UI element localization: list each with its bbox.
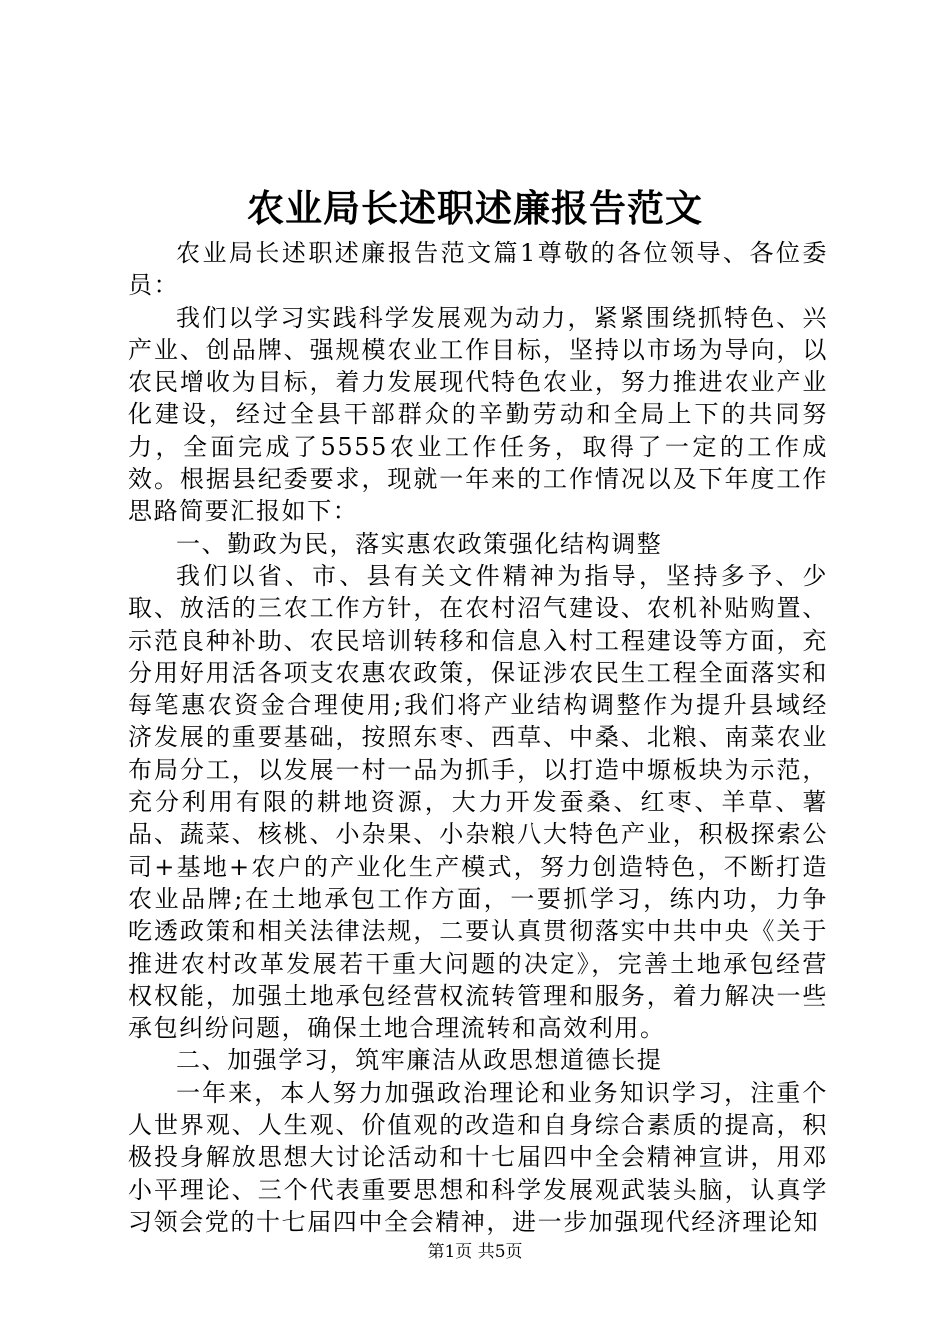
paragraph-section-2: 一年来，本人努力加强政治理论和业务知识学习，注重个人世界观、人生观、价值观的改造和自身综合素质的提高，积极投身解放思想大讨论活动和十七届四中全会精神宣讲，用邓小平理论、三个代表重要思想和科学发展观武装头脑，认真学习领会党的十七届四中全会精神，进一步加强现代经济理论知 [128,1078,828,1236]
document-body [128,237,828,1238]
document-title: 农业局长述职述廉报告范文 [247,186,703,230]
page-number-footer: 第1页 共5页 [427,1242,523,1262]
paragraph-section-1: 我们以省、市、县有关文件精神为指导，坚持多予、少取、放活的三农工作方针，在农村沼气建设、农机补贴购置、示范良种补助、农民培训转移和信息入村工程建设等方面，充分用好用活各项支农惠农政策，保证涉农民生工程全面落实和每笔惠农资金合理使用;我们将产业结构调整作为提升县域经济发展的重要基础，按照东枣、西草、中桑、北粮、南菜农业布局分工，以发展一村一品为抓手，以打造中塬板块为示范，充分利用有限的耕地资源，大力开发蚕桑、红枣、羊草、薯品、蔬菜、核桃、小杂果、小杂粮八大特色产业，积极探索公司+基地+农户的产业化生产模式，努力创造特色，不断打造农业品牌;在土地承包工作方面，一要抓学习，练内功，力争吃透政策和相关法律法规，二要认真贯彻落实中共中央《关于推进农村改革发展若干重大问题的决定》，完善土地承包经营权权能，加强土地承包经营权流转管理和服务，着力解决一些承包纠纷问题，确保土地合理流转和高效利用。 [128,561,828,1043]
section-heading-1: 一、勤政为民，落实惠农政策强化结构调整 [176,529,663,558]
section-heading-2: 二、加强学习，筑牢廉洁从政思想道德长提 [176,1046,663,1075]
paragraph-salutation: 农业局长述职述廉报告范文篇1尊敬的各位领导、各位委员： [128,239,828,300]
paragraph-intro: 我们以学习实践科学发展观为动力，紧紧围绕抓特色、兴产业、创品牌、强规模农业工作目标，坚持以市场为导向，以农民增收为目标，着力发展现代特色农业，努力推进农业产业化建设，经过全县干部群众的辛勤劳动和全局上下的共同努力，全面完成了5555农业工作任务，取得了一定的工作成效。根据县纪委要求，现就一年来的工作情况以及下年度工作思路简要汇报如下： [128,303,828,526]
